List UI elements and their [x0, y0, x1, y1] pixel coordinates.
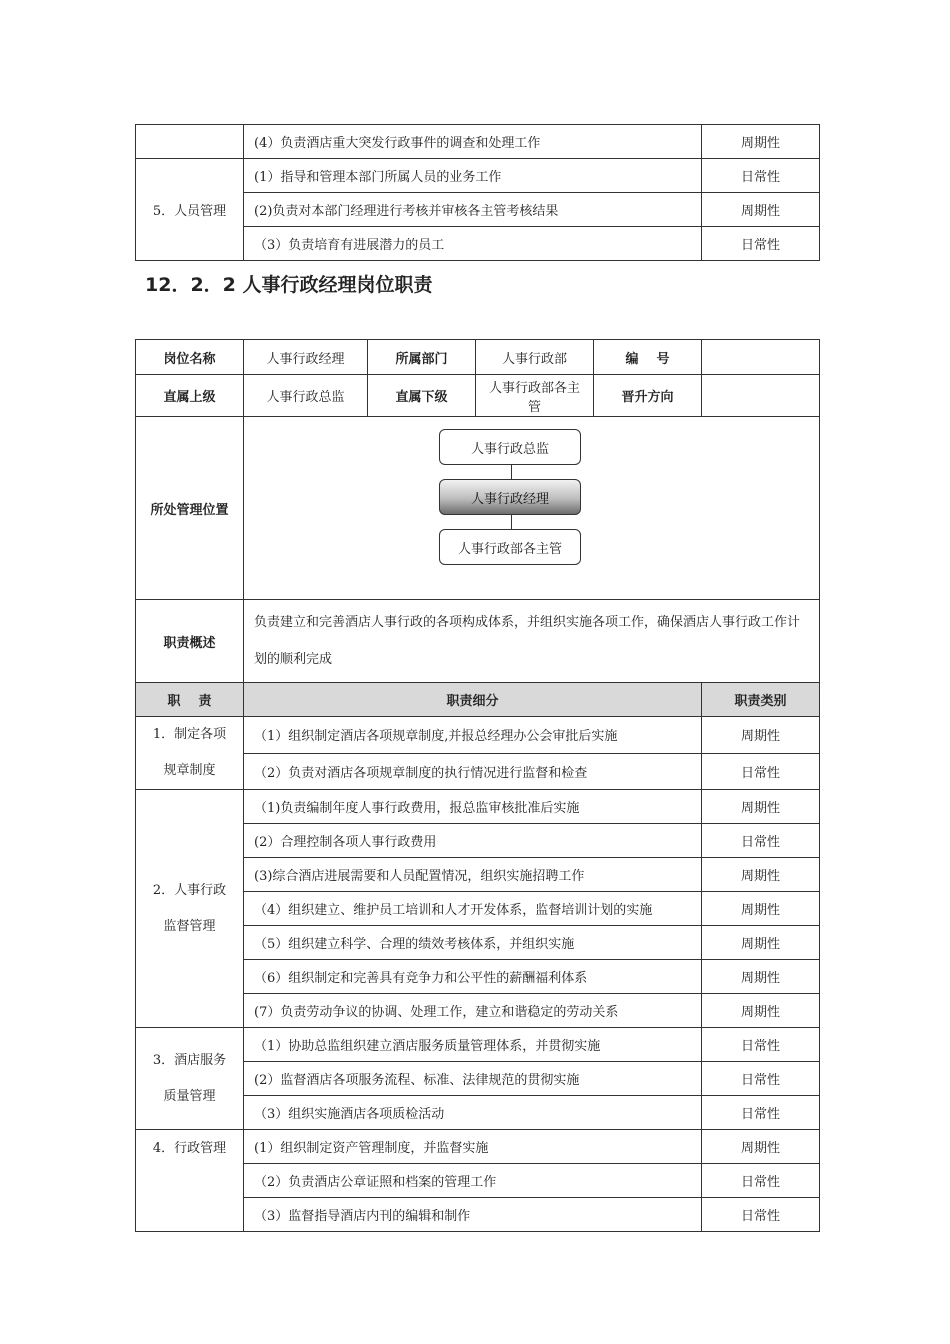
col-header-type: 职责类别 [702, 683, 820, 717]
duty-type: 周期性 [702, 994, 820, 1028]
duty-detail: （3）负责培育有进展潜力的员工 [244, 227, 702, 261]
label-superior: 直属上级 [136, 375, 244, 417]
duty-detail: (3)综合酒店进展需要和人员配置情况，组织实施招聘工作 [244, 858, 702, 892]
value-number [702, 340, 820, 375]
value-position-name: 人事行政经理 [244, 340, 368, 375]
duty-type: 周期性 [702, 926, 820, 960]
duty-type: 日常性 [702, 1164, 820, 1198]
duty-type: 日常性 [702, 824, 820, 858]
label-summary: 职责概述 [136, 600, 244, 683]
col-header-duty: 职 责 [136, 683, 244, 717]
org-chart [244, 417, 819, 599]
duty-type: 日常性 [702, 753, 820, 790]
duty-group-name: 1．制定各项 规章制度 [136, 717, 244, 790]
label-promotion: 晋升方向 [594, 375, 702, 417]
duty-type: 周期性 [702, 960, 820, 994]
summary-text: 负责建立和完善酒店人事行政的各项构成体系，并组织实施各项工作，确保酒店人事行政工作计划的顺利完成 [244, 600, 820, 683]
duty-type: 周期性 [702, 790, 820, 824]
duty-type: 日常性 [702, 159, 820, 193]
org-box-director: 人事行政总监 [439, 429, 581, 465]
label-position-name: 岗位名称 [136, 340, 244, 375]
duty-detail: （2）负责对酒店各项规章制度的执行情况进行监督和检查 [244, 753, 702, 790]
duty-type: 周期性 [702, 193, 820, 227]
duty-detail: （5）组织建立科学、合理的绩效考核体系，并组织实施 [244, 926, 702, 960]
org-chart-cell [244, 417, 820, 600]
duty-detail: (1）组织制定资产管理制度，并监督实施 [244, 1130, 702, 1164]
duty-type: 日常性 [702, 1096, 820, 1130]
duty-type: 日常性 [702, 1028, 820, 1062]
duty-type: 日常性 [702, 1198, 820, 1232]
label-department: 所属部门 [368, 340, 476, 375]
duty-detail: （4）组织建立、维护员工培训和人才开发体系，监督培训计划的实施 [244, 892, 702, 926]
duty-detail: （2）负责酒店公章证照和档案的管理工作 [244, 1164, 702, 1198]
duty-detail: (7）负责劳动争议的协调、处理工作，建立和谐稳定的劳动关系 [244, 994, 702, 1028]
col-header-detail: 职责细分 [244, 683, 702, 717]
duty-type: 日常性 [702, 1062, 820, 1096]
duty-detail: （1）协助总监组织建立酒店服务质量管理体系，并贯彻实施 [244, 1028, 702, 1062]
continued-duties-table [135, 124, 820, 261]
label-management-position: 所处管理位置 [136, 417, 244, 600]
duty-detail: （6）组织制定和完善具有竞争力和公平性的薪酬福利体系 [244, 960, 702, 994]
duty-type: 周期性 [702, 892, 820, 926]
duty-detail: （3）组织实施酒店各项质检活动 [244, 1096, 702, 1130]
value-subordinate: 人事行政部各主管 [476, 375, 594, 417]
duty-type: 周期性 [702, 125, 820, 159]
org-box-supervisors: 人事行政部各主管 [439, 529, 581, 565]
duty-group-name: 2．人事行政 监督管理 [136, 790, 244, 1028]
label-number: 编 号 [594, 340, 702, 375]
label-subordinate: 直属下级 [368, 375, 476, 417]
duty-type: 周期性 [702, 717, 820, 754]
duty-type: 日常性 [702, 227, 820, 261]
duty-detail: (2）合理控制各项人事行政费用 [244, 824, 702, 858]
duty-group-name: 5．人员管理 [136, 159, 244, 261]
duty-detail: (1）指导和管理本部门所属人员的业务工作 [244, 159, 702, 193]
duty-detail: (2）监督酒店各项服务流程、标准、法律规范的贯彻实施 [244, 1062, 702, 1096]
org-box-manager: 人事行政经理 [439, 479, 581, 515]
duty-group-name: 4．行政管理 [136, 1130, 244, 1232]
org-connector [511, 515, 512, 529]
value-promotion [702, 375, 820, 417]
duty-detail: (4）负责酒店重大突发行政事件的调查和处理工作 [244, 125, 702, 159]
duty-detail: （1）组织制定酒店各项规章制度,并报总经理办公会审批后实施 [244, 717, 702, 754]
duty-detail: (2)负责对本部门经理进行考核并审核各主管考核结果 [244, 193, 702, 227]
section-title: 12．2．2 人事行政经理岗位职责 [145, 274, 433, 296]
duty-type: 周期性 [702, 858, 820, 892]
value-superior: 人事行政总监 [244, 375, 368, 417]
duty-detail: （1)负责编制年度人事行政费用，报总监审核批准后实施 [244, 790, 702, 824]
org-connector [511, 465, 512, 479]
value-department: 人事行政部 [476, 340, 594, 375]
duty-detail: （3）监督指导酒店内刊的编辑和制作 [244, 1198, 702, 1232]
empty-cell [136, 125, 244, 159]
duty-type: 周期性 [702, 1130, 820, 1164]
duty-group-name: 3．酒店服务 质量管理 [136, 1028, 244, 1130]
job-description-table [135, 339, 820, 1232]
